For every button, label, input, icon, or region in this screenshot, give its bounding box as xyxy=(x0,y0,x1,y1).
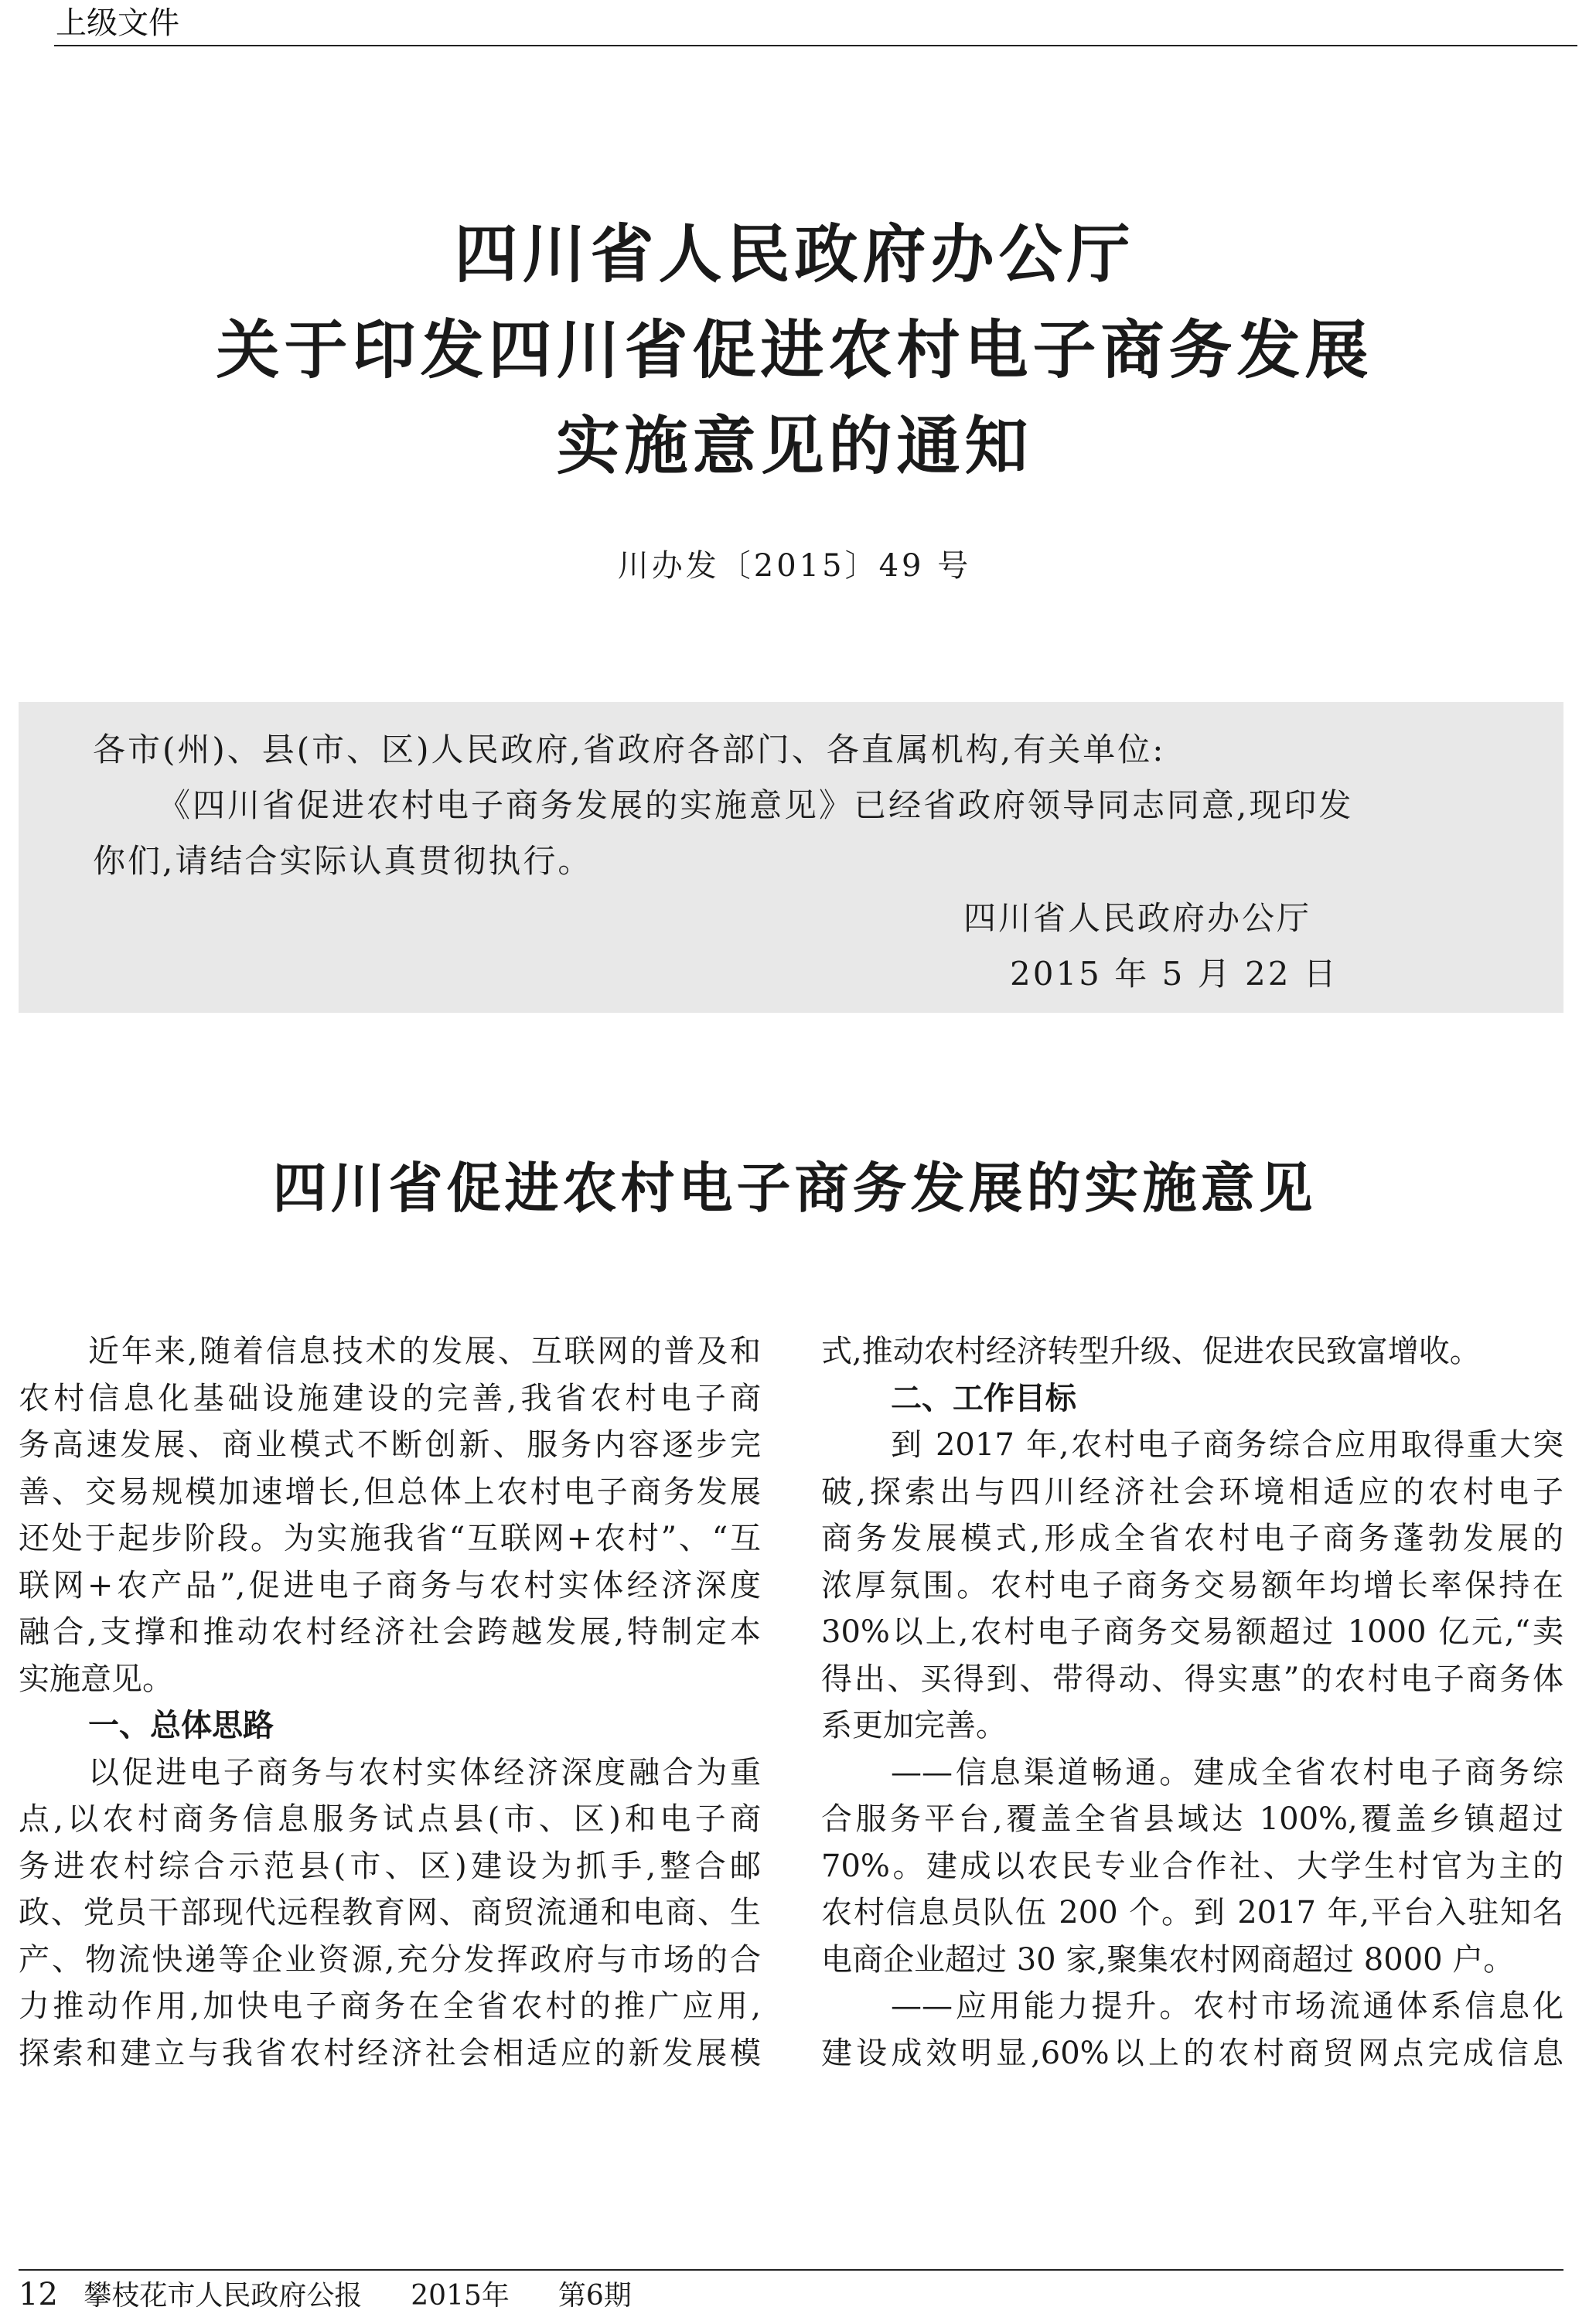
text-line: 得出、买得到、带得动、得实惠”的农村电子商务体 xyxy=(821,1661,1563,1697)
document-number: 川办发〔2015〕49 号 xyxy=(617,548,972,584)
text-line: 式,推动农村经济转型升级、促进农民致富增收。 xyxy=(821,1334,1481,1369)
text-line: 探索和建立与我省农村经济社会相适应的新发展模 xyxy=(19,2035,761,2071)
text-line: ——应用能力提升。农村市场流通体系信息化 xyxy=(891,1988,1563,2024)
notice-body-line: 你们,请结合实际认真贯彻执行。 xyxy=(93,842,593,880)
notice-body-line: 《四川省促进农村电子商务发展的实施意见》已经省政府领导同志同意,现印发 xyxy=(158,786,1354,824)
text-line: 点,以农村商务信息服务试点县(市、区)和电子商 xyxy=(19,1801,761,1837)
text-line: 电商企业超过 30 家,聚集农村网商超过 8000 户。 xyxy=(821,1941,1515,1978)
section-heading: 二、工作目标 xyxy=(891,1380,1076,1416)
notice-box xyxy=(19,702,1563,1013)
page-number: 12 xyxy=(19,2277,58,2312)
text-line: 商务发展模式,形成全省农村电子商务蓬勃发展的 xyxy=(821,1521,1563,1556)
text-line: 实施意见。 xyxy=(19,1661,173,1697)
left-text-column xyxy=(19,1328,761,2077)
notice-date: 2015 年 5 月 22 日 xyxy=(1010,955,1338,993)
notice-addressee: 各市(州)、县(市、区)人民政府,省政府各部门、各直属机构,有关单位: xyxy=(93,731,1166,768)
header-rule xyxy=(54,45,1577,46)
footer-rule xyxy=(19,2269,1563,2271)
text-line: 善、交易规模加速增长,但总体上农村电子商务发展 xyxy=(19,1474,761,1510)
text-line: 破,探索出与四川经济社会环境相适应的农村电子 xyxy=(821,1474,1563,1510)
text-line: 力推动作用,加快电子商务在全省农村的推广应用, xyxy=(19,1988,761,2024)
text-line: 政、党员干部现代远程教育网、商贸流通和电商、生 xyxy=(19,1895,761,1930)
text-line: 联网+农产品”,促进电子商务与农村实体经济深度 xyxy=(19,1567,761,1603)
text-line: 农村信息员队伍 200 个。到 2017 年,平台入驻知名 xyxy=(821,1895,1563,1930)
section-label: 上级文件 xyxy=(56,5,179,41)
page-footer xyxy=(19,2271,632,2319)
notice-title-line: 实施意见的通知 xyxy=(556,410,1033,483)
text-line: 融合,支撑和推动农村经济社会跨越发展,特制定本 xyxy=(19,1614,761,1650)
notice-signer: 四川省人民政府办公厅 xyxy=(963,899,1312,937)
right-text-column xyxy=(821,1328,1563,2077)
text-line: 30%以上,农村电子商务交易额超过 1000 亿元,“卖 xyxy=(821,1614,1563,1650)
text-line: 70%。建成以农民专业合作社、大学生村官为主的 xyxy=(821,1848,1563,1884)
text-line: 系更加完善。 xyxy=(821,1708,1007,1743)
text-line: 务高速发展、商业模式不断创新、服务内容逐步完 xyxy=(19,1427,761,1463)
text-line: 浓厚氛围。农村电子商务交易额年均增长率保持在 xyxy=(821,1567,1563,1603)
text-line: ——信息渠道畅通。建成全省农村电子商务综 xyxy=(891,1754,1563,1791)
notice-title-line: 关于印发四川省促进农村电子商务发展 xyxy=(216,314,1373,387)
notice-title-line: 四川省人民政府办公厅 xyxy=(454,218,1135,291)
text-line: 以促进电子商务与农村实体经济深度融合为重 xyxy=(88,1754,761,1791)
text-line: 还处于起步阶段。为实施我省“互联网+农村”、“互 xyxy=(19,1521,761,1556)
section-heading: 一、总体思路 xyxy=(88,1708,274,1743)
text-line: 到 2017 年,农村电子商务综合应用取得重大突 xyxy=(891,1427,1563,1463)
text-line: 建设成效明显,60%以上的农村商贸网点完成信息 xyxy=(821,2035,1563,2071)
text-line: 农村信息化基础设施建设的完善,我省农村电子商 xyxy=(19,1380,761,1416)
publication-name: 攀枝花市人民政府公报 xyxy=(84,2280,363,2312)
text-line: 产、物流快递等企业资源,充分发挥政府与市场的合 xyxy=(19,1941,761,1978)
text-line: 务进农村综合示范县(市、区)建设为抓手,整合邮 xyxy=(19,1848,761,1884)
opinion-title: 四川省促进农村电子商务发展的实施意见 xyxy=(272,1157,1317,1220)
text-line: 近年来,随着信息技术的发展、互联网的普及和 xyxy=(88,1334,761,1369)
text-line: 合服务平台,覆盖全省县域达 100%,覆盖乡镇超过 xyxy=(821,1801,1563,1837)
publication-year: 2015年 xyxy=(411,2280,510,2312)
issue-number: 第6期 xyxy=(558,2280,632,2312)
notice-title xyxy=(0,207,1589,495)
